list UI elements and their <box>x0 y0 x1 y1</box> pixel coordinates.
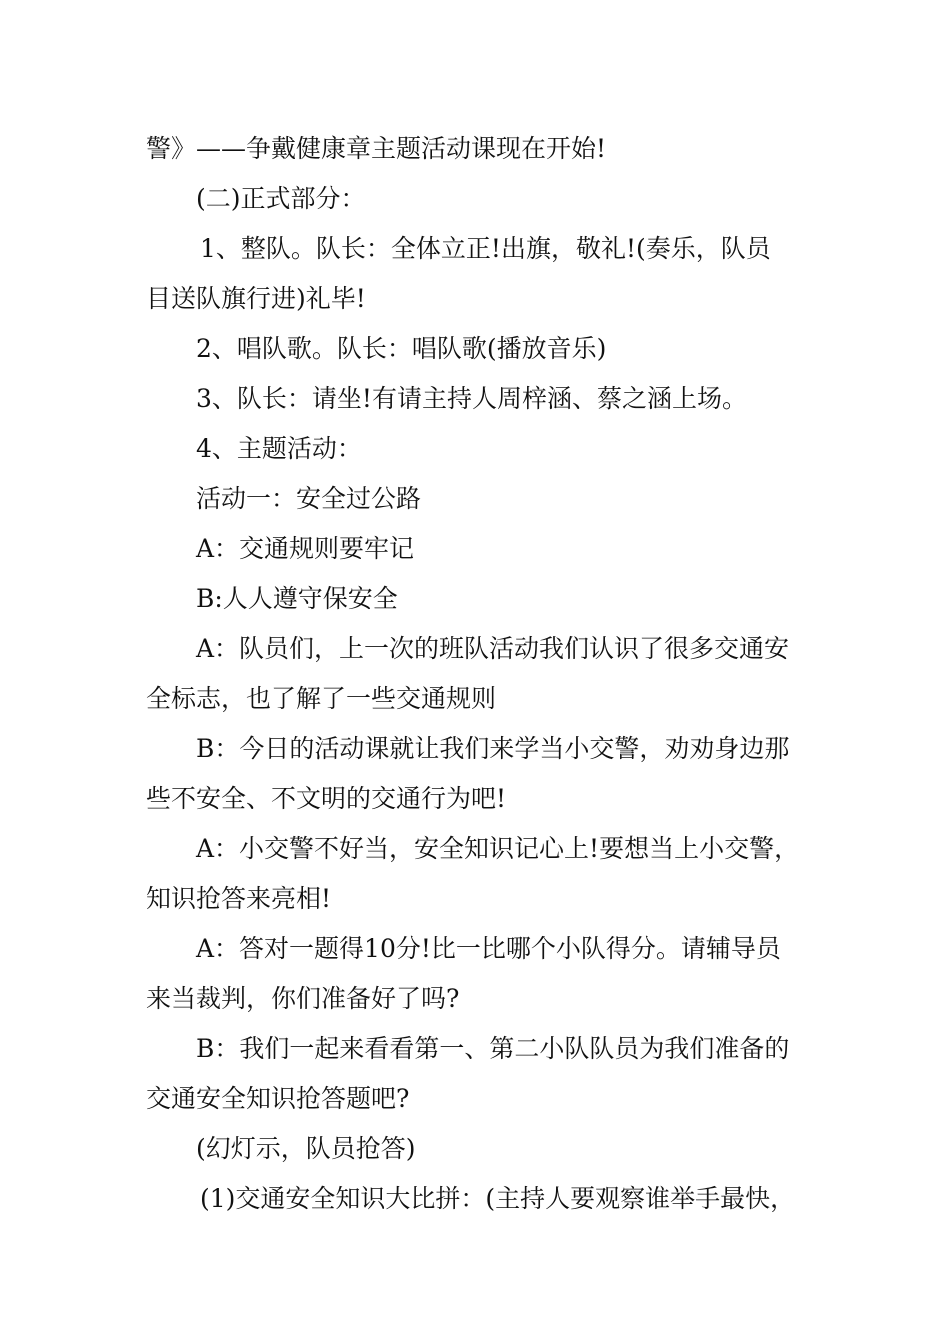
text-line: (二)正式部分： <box>196 184 366 213</box>
text-line: A：交通规则要牢记 <box>196 534 415 563</box>
text-line: A：队员们，上一次的班队活动我们认识了很多交通安 <box>196 634 790 663</box>
text-line: 来当裁判，你们准备好了吗? <box>146 984 460 1013</box>
text-line: 交通安全知识抢答题吧? <box>146 1084 410 1113</box>
text-line: 警》——争戴健康章主题活动课现在开始! <box>146 134 607 163</box>
text-line: 全标志，也了解了一些交通规则 <box>146 684 497 713</box>
text-line: 4、主题活动： <box>196 434 362 463</box>
text-line: B:人人遵守保安全 <box>196 584 398 613</box>
text-line: 些不安全、不文明的交通行为吧! <box>146 784 507 813</box>
text-line: A：小交警不好当，安全知识记心上!要想当上小交警， <box>196 834 800 863</box>
text-line: B：我们一起来看看第一、第二小队队员为我们准备的 <box>196 1034 790 1063</box>
text-line: B：今日的活动课就让我们来学当小交警，劝劝身边那 <box>196 734 790 763</box>
text-line: (1)交通安全知识大比拼：(主持人要观察谁举手最快， <box>200 1184 796 1213</box>
text-line: 活动一：安全过公路 <box>196 484 422 513</box>
text-line: 2、唱队歌。队长：唱队歌(播放音乐) <box>196 334 607 363</box>
text-line: 3、队长：请坐!有请主持人周梓涵、蔡之涵上场。 <box>196 384 747 413</box>
text-line: 知识抢答来亮相! <box>146 884 332 913</box>
text-line: 目送队旗行进)礼毕! <box>146 284 366 313</box>
text-line: A：答对一题得10分!比一比哪个小队得分。请辅导员 <box>196 934 781 963</box>
text-line: 1、整队。队长：全体立正!出旗，敬礼!(奏乐，队员 <box>200 234 771 263</box>
text-line: (幻灯示，队员抢答) <box>196 1134 416 1163</box>
